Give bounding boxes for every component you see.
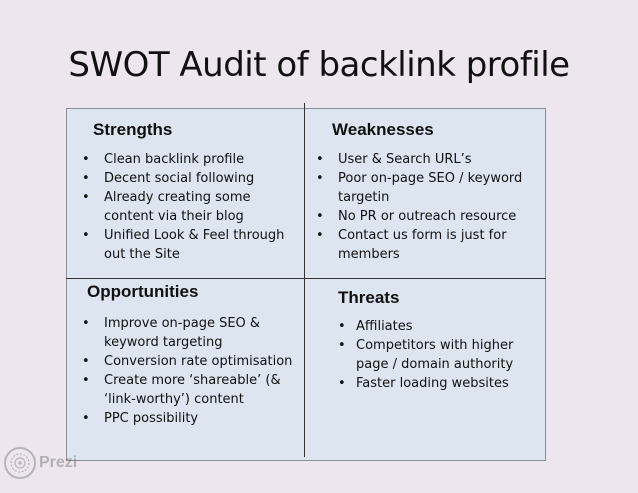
list-item: • Improve on-page SEO & keyword targeting [74,314,302,352]
threats-heading: Threats [338,288,400,307]
list-item: • User & Search URL’s [308,150,538,169]
list-item: • Conversion rate optimisation [74,352,302,371]
list-item: • PPC possibility [74,409,302,428]
slide-title: SWOT Audit of backlink profile [68,45,570,85]
horizontal-divider [66,278,546,279]
strengths-heading: Strengths [93,120,173,139]
list-item: • Clean backlink profile [74,150,302,169]
prezi-watermark [4,443,86,483]
weaknesses-quadrant [308,120,538,264]
weaknesses-heading: Weaknesses [332,120,434,139]
strengths-quadrant [74,120,302,264]
opportunities-heading: Opportunities [87,282,199,301]
list-item: • Competitors with higher page / domain authority [308,336,538,374]
opportunities-quadrant [74,282,302,428]
list-item: • Faster loading websites [308,374,538,393]
opportunities-list [74,314,302,428]
weaknesses-list [308,150,538,264]
list-item: • Create more ‘shareable’ (& ‘link-worthy’) content [74,371,302,409]
threats-quadrant [308,288,538,393]
list-item: • Unified Look & Feel through out the Site [74,226,302,264]
list-item: • Contact us form is just for members [308,226,538,264]
list-item: • Affiliates [308,317,538,336]
list-item: • Already creating some content via their blog [74,188,302,226]
list-item: • Decent social following [74,169,302,188]
threats-list [308,317,538,393]
prezi-wordmark: Prezi [39,454,78,471]
vertical-divider [304,103,305,457]
strengths-list [74,150,302,264]
list-item: • No PR or outreach resource [308,207,538,226]
list-item: • Poor on-page SEO / keyword targetin [308,169,538,207]
prezi-logo-icon [4,447,36,479]
